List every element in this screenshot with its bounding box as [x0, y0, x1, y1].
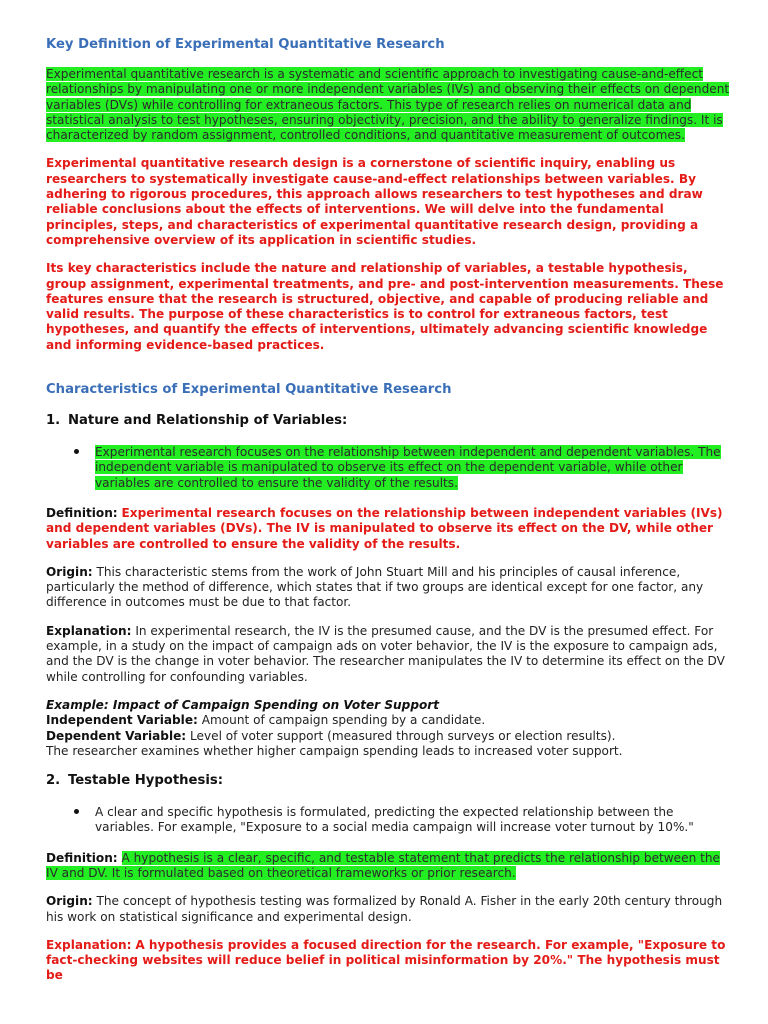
- definition-label: Definition:: [46, 850, 118, 865]
- section-1-heading: [46, 412, 730, 430]
- section-2-bullet: [46, 805, 730, 836]
- section-2-heading: [46, 772, 730, 790]
- section-1-origin: [46, 565, 730, 611]
- section-1-bullet-text: Experimental research focuses on the relationship between independent and dependent variables. The independent variable is manipulated to observe its effect on the dependent variable, while other variables are controlled to ensure the validity of the results.: [95, 445, 721, 490]
- section-1-explanation: [46, 624, 730, 685]
- origin-text: This characteristic stems from the work of John Stuart Mill and his principles of causal inference, particularly the method of difference, which states that if two groups are identical except for one factor, any difference in outcomes must be due to that factor.: [46, 564, 704, 610]
- section-1-definition: [46, 506, 730, 552]
- example-iv: [46, 713, 730, 728]
- section-2-title: Testable Hypothesis:: [68, 773, 223, 789]
- heading-characteristics: Characteristics of Experimental Quantitative Research: [46, 382, 452, 398]
- example-summary: The researcher examines whether higher campaign spending leads to increased voter support.: [46, 743, 623, 758]
- section-1-number: 1.: [46, 413, 61, 429]
- highlighted-text: Experimental quantitative research is a systematic and scientific approach to investigating cause-and-effect relationships by manipulating one or more independent variables (IVs) and observing their effects on dependent variables (DVs) while controlling for extraneous factors. This type of research relies on numerical data and statistical analysis to test hypotheses, ensuring objectivity, precision, and the ability to generalize findings. It is characterized by random assignment, controlled conditions, and quantitative measurement of outcomes.: [46, 67, 730, 143]
- heading-key-definition: Key Definition of Experimental Quantitative Research: [46, 37, 445, 52]
- bullet-dot-icon: [74, 445, 95, 491]
- definition-label: Definition:: [46, 505, 118, 520]
- section-2-explanation: [46, 938, 730, 984]
- origin-label: Origin:: [46, 894, 93, 909]
- intro-highlighted-paragraph: [46, 67, 730, 143]
- definition-text: Experimental research focuses on the relationship between independent variables (IVs) and dependent variables (DVs). The IV is manipulated to observe its effect on the DV, while other variables are controlled to ensure the validity of the results.: [46, 505, 723, 551]
- section-2-definition: [46, 851, 730, 882]
- section-2-number: 2.: [46, 773, 61, 789]
- explanation-label: Explanation:: [46, 937, 132, 952]
- explanation-label: Explanation:: [46, 623, 132, 638]
- origin-text: The concept of hypothesis testing was formalized by Ronald A. Fisher in the early 20th century through his work on statistical significance and experimental design.: [46, 894, 723, 924]
- definition-text: A hypothesis is a clear, specific, and testable statement that predicts the relationship between the IV and DV. It is formulated based on theoretical frameworks or prior research.: [46, 850, 720, 880]
- intro-red-paragraph-2: Its key characteristics include the nature and relationship of variables, a testable hypothesis, group assignment, experimental treatments, and pre- and post-intervention measurements. These features ensure that the research is structured, objective, and capable of producing reliable and valid results. The purpose of these characteristics is to control for extraneous factors, test hypotheses, and quantify the effects of interventions, ultimately advancing scientific knowledge and informing evidence-based practices.: [46, 261, 724, 352]
- intro-red-paragraph-1: Experimental quantitative research design is a cornerstone of scientific inquiry, enabling us researchers to systematically investigate cause-and-effect relationships between variables. By adhering to rigorous procedures, this approach allows researchers to test hypotheses and draw reliable conclusions about the effects of interventions. We will delve into the fundamental principles, steps, and characteristics of experimental quantitative research design, providing a comprehensive overview of its application in scientific studies.: [46, 156, 703, 247]
- explanation-text: A hypothesis provides a focused direction for the research. For example, "Exposure to fact-checking websites will reduce belief in political misinformation by 20%." The hypothesis must be: [46, 937, 726, 983]
- section-1-bullet: [46, 445, 730, 491]
- explanation-text: In experimental research, the IV is the presumed cause, and the DV is the presumed effect. For example, in a study on the impact of campaign ads on voter behavior, the IV is the exposure to campaign ads, and the DV is the change in voter behavior. The researcher manipulates the IV to determine its effect on the DV while controlling for confounding variables.: [46, 623, 725, 684]
- dv-text: Level of voter support (measured through surveys or election results).: [190, 728, 616, 743]
- iv-text: Amount of campaign spending by a candidate.: [201, 713, 486, 728]
- bullet-dot-icon: [74, 805, 95, 836]
- origin-label: Origin:: [46, 564, 93, 579]
- dv-label: Dependent Variable:: [46, 728, 187, 743]
- iv-label: Independent Variable:: [46, 713, 198, 728]
- section-2-bullet-text: A clear and specific hypothesis is formulated, predicting the expected relationship between the variables. For example, "Exposure to a social media campaign will increase voter turnout by 10%.": [95, 805, 694, 835]
- section-1-title: Nature and Relationship of Variables:: [68, 413, 348, 429]
- example-title: Example: Impact of Campaign Spending on Voter Support: [46, 697, 440, 712]
- section-2-origin: [46, 894, 730, 925]
- example-dv: [46, 729, 730, 744]
